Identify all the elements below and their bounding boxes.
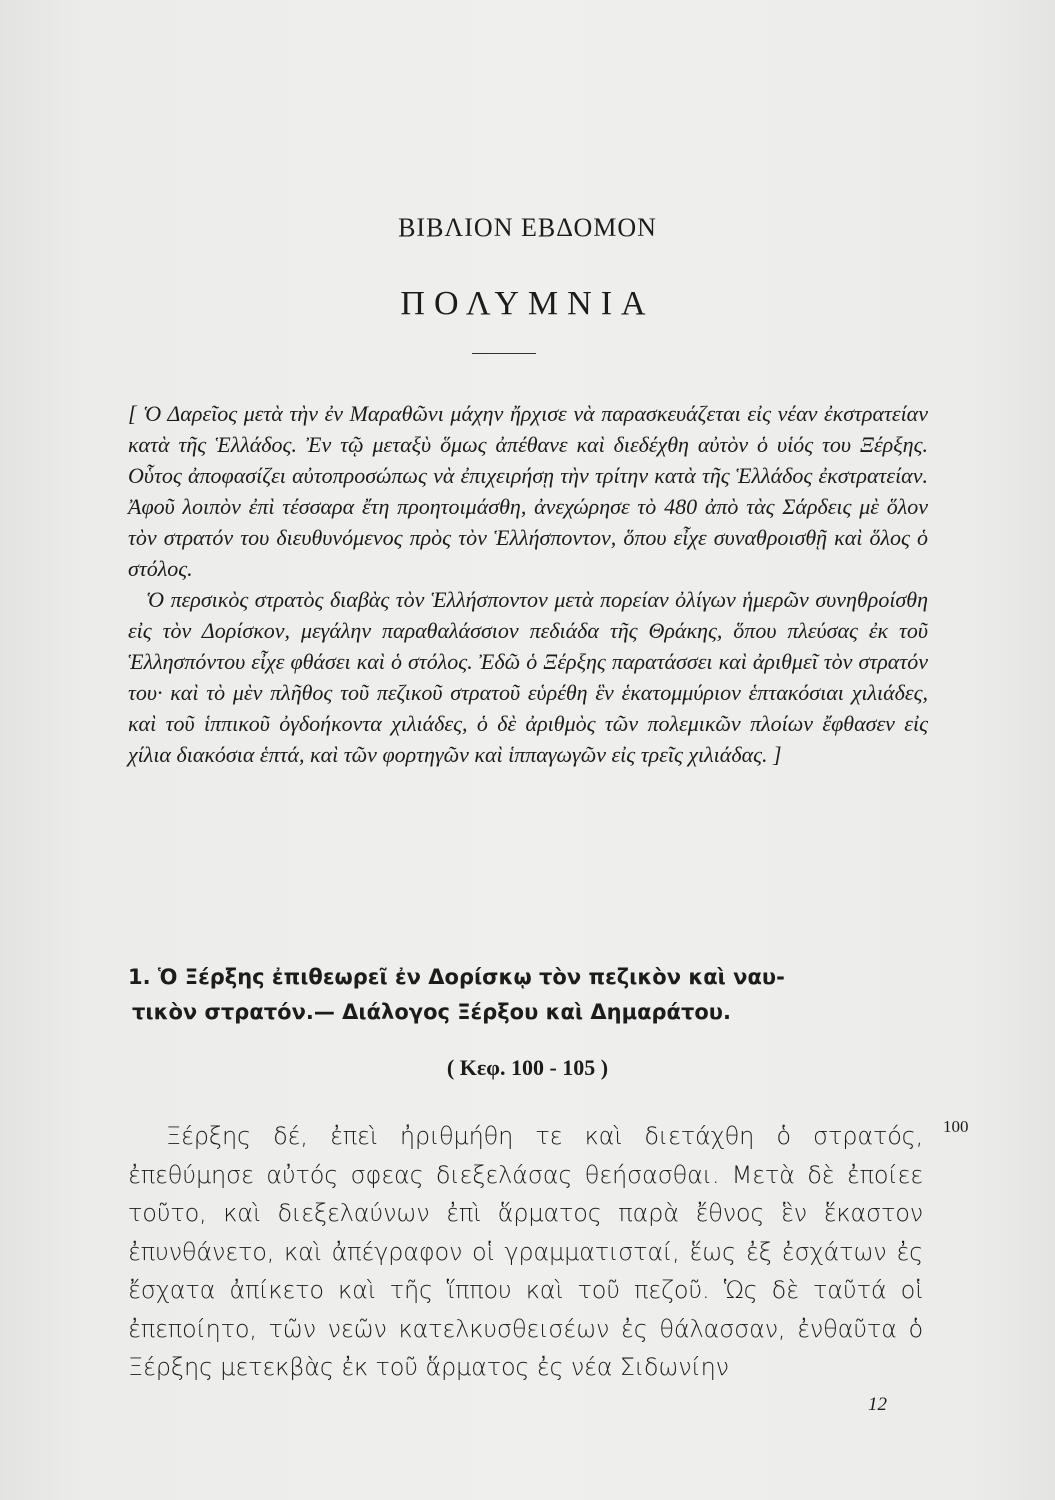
margin-chapter-number: 100	[943, 1117, 969, 1136]
summary-paragraph: [ Ὁ Δαρεῖος μετὰ τὴν ἐν Μαραθῶνι μάχην ἤρχισε νὰ παρασκευάζεται εἰς νέαν ἐκστρατείαν κατὰ τῆς Ἑλλάδος. Ἐν τῷ μεταξὺ ὅμως ἀπέθανε καὶ διεδέχθη αὐτὸν ὁ υἱός του Ξέρξης. Οὗτος ἀποφασίζει αὐτοπροσώπως νὰ ἐπιχειρήσῃ τὴν τρίτην κατὰ τῆς Ἑλλάδος ἐκστρατείαν. Ἀφοῦ λοιπὸν ἐπὶ τέσσαρα ἔτη προητοιμάσθη, ἀνεχώρησε τὸ 480 ἀπὸ τὰς Σάρδεις μὲ ὅλον τὸν στρατόν του διευθυνόμενος πρὸς τὸν Ἑλλήσποντον, ὅπου εἶχε συναθροισθῇ καὶ ὅλος ὁ στόλος.	[128, 401, 928, 581]
chapter-reference: ( Κεφ. 100 - 105 )	[446, 1055, 609, 1080]
main-title: ΠΟΛΥΜΝΙΑ	[400, 285, 655, 322]
section-heading	[128, 960, 928, 1030]
page-number: 12	[868, 1394, 887, 1415]
body-text	[128, 1117, 923, 1387]
section-heading-line: 1. Ὁ Ξέρξης ἐπιθεωρεῖ ἐν Δορίσκῳ τὸν πεζικὸν καὶ ναυ-	[128, 965, 785, 989]
body-paragraph: Ξέρξης δέ, ἐπεὶ ἠριθμήθη τε καὶ διετάχθη ὁ στρατός, ἐπεθύμησε αὐτός σφεας διεξελάσας θεήσασθαι. Μετὰ δὲ ἐποίεε τοῦτο, καὶ διεξελαύνων ἐπὶ ἅρματος παρὰ ἔθνος ἓν ἕκαστον ἐπυνθάνετο, καὶ ἀπέγραφον οἱ γραμματισταί, ἕως ἐξ ἐσχάτων ἐς ἔσχατα ἀπίκετο καὶ τῆς ἵππου καὶ τοῦ πεζοῦ. Ὡς δὲ ταῦτά οἱ ἐπεποίητο, τῶν νεῶν κατελκυσθεισέων ἐς θάλασσαν, ἐνθαῦτα ὁ Ξέρξης μετεκβὰς ἐκ τοῦ ἅρματος ἐς νέα Σιδωνίην	[128, 1122, 923, 1381]
title-divider	[472, 353, 536, 354]
section-heading-line: τικὸν στρατόν.— Διάλογος Ξέρξου καὶ Δημαράτου.	[132, 1000, 731, 1024]
summary-paragraph: Ὁ περσικὸς στρατὸς διαβὰς τὸν Ἑλλήσποντον μετὰ πορείαν ὀλίγων ἡμερῶν συνηθροίσθη εἰς τὸν Δορίσκον, μεγάλην παραθαλάσσιον πεδιάδα τῆς Θράκης, ὅπου πλεύσας ἐκ τοῦ Ἑλλησπόντου εἶχε φθάσει καὶ ὁ στόλος. Ἐδῶ ὁ Ξέρξης παρατάσσει καὶ ἀριθμεῖ τὸν στρατόν του· καὶ τὸ μὲν πλῆθος τοῦ πεζικοῦ στρατοῦ εὑρέθη ἓν ἑκατομμύριον ἑπτακόσιαι χιλιάδες, καὶ τοῦ ἱππικοῦ ὀγδοήκοντα χιλιάδες, ὁ δὲ ἀριθμὸς τῶν πολεμικῶν πλοίων ἔφθασεν εἰς χίλια διακόσια ἑπτά, καὶ τῶν φορτηγῶν καὶ ἱππαγωγῶν εἰς τρεῖς χιλιάδας. ]	[128, 587, 928, 767]
book-title: ΒΙΒΛΙΟΝ ΕΒΔΟΜΟΝ	[398, 213, 657, 242]
summary-block	[128, 398, 928, 770]
